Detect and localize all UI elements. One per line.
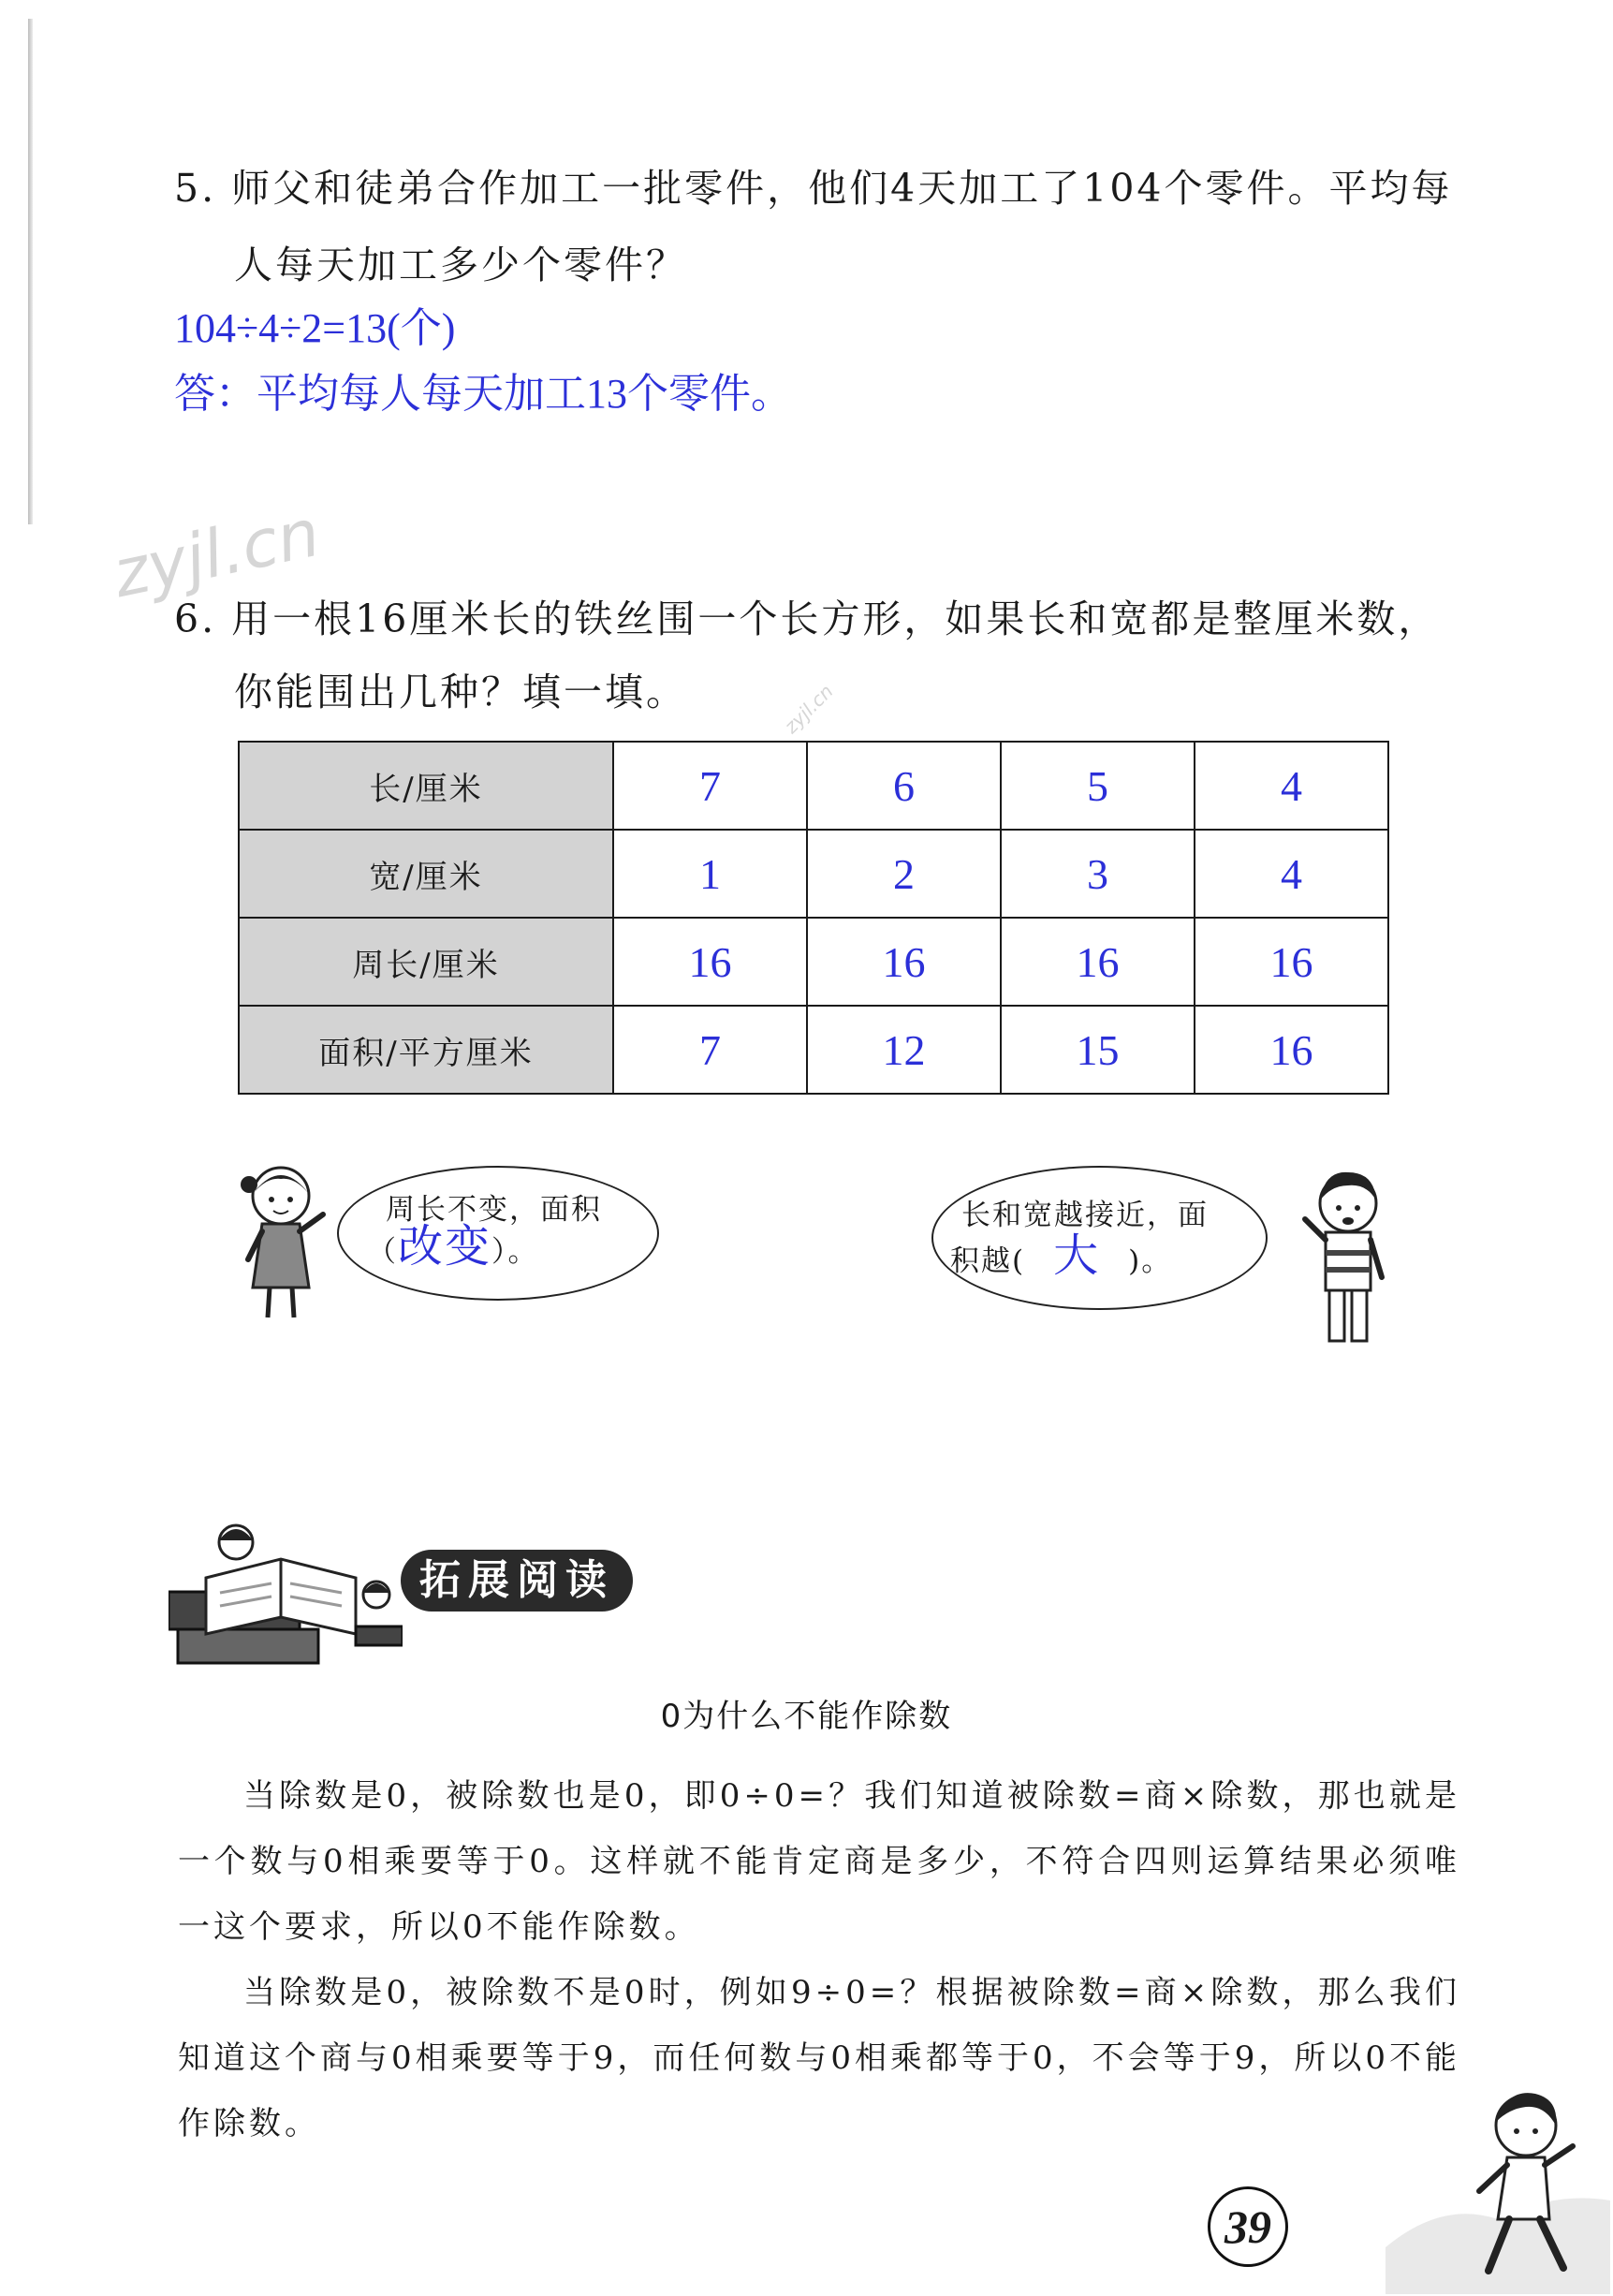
cell-value: 7 [613, 1006, 807, 1094]
rectangle-table [238, 741, 1389, 1095]
bubble-left-fill: 改变 [398, 1222, 492, 1272]
watermark-small: zyjl.cn [779, 680, 838, 738]
bubble-left-open: （ [367, 1235, 398, 1269]
cell-value: 12 [807, 1006, 1001, 1094]
reading-title: 0为什么不能作除数 [660, 1698, 953, 1735]
cell-value: 16 [613, 918, 807, 1006]
bubble-left-line1: 周长不变，面积 [386, 1193, 602, 1227]
q6-line1: 6. 用一根16厘米长的铁丝围一个长方形，如果长和宽都是整厘米数， [174, 596, 1440, 641]
bubble-left-close: ）。 [491, 1235, 539, 1269]
watermark-large: zyjl.cn [106, 493, 327, 613]
row-label: 长/厘米 [239, 742, 613, 830]
book-spine-shadow [28, 19, 33, 524]
bubble-left [337, 1166, 659, 1301]
reading-banner-illustration [169, 1512, 403, 1671]
boy-illustration [1292, 1161, 1404, 1348]
cell-value: 4 [1195, 742, 1388, 830]
row-label: 宽/厘米 [239, 830, 613, 918]
bubble-right-close: )。 [1128, 1244, 1173, 1278]
cell-value: 1 [613, 830, 807, 918]
cell-value: 16 [807, 918, 1001, 1006]
cell-value: 5 [1001, 742, 1195, 830]
table-row-width [239, 830, 1388, 918]
bubble-right-line1: 长和宽越接近，面 [961, 1199, 1209, 1232]
cell-value: 7 [613, 742, 807, 830]
bubble-right-fill: 大 [1053, 1231, 1101, 1281]
table-row-length [239, 742, 1388, 830]
cell-value: 16 [1195, 1006, 1388, 1094]
cell-value: 16 [1001, 918, 1195, 1006]
reading-banner-title: 拓展阅读 [401, 1550, 633, 1612]
cell-value: 3 [1001, 830, 1195, 918]
cell-value: 4 [1195, 830, 1388, 918]
cell-value: 6 [807, 742, 1001, 830]
table-row-area [239, 1006, 1388, 1094]
bubble-right [931, 1166, 1268, 1310]
girl-illustration [225, 1156, 337, 1325]
bubble-right-prefix: 积越( [950, 1244, 1026, 1278]
cell-value: 15 [1001, 1006, 1195, 1094]
q5-answer-formula: 104÷4÷2=13(个) [174, 305, 456, 351]
row-label: 周长/厘米 [239, 918, 613, 1006]
page-number: 39 [1208, 2186, 1288, 2267]
q6-line2: 你能围出几种？填一填。 [234, 670, 687, 714]
reading-paragraph-2: 当除数是0，被除数不是0时，例如9÷0=？根据被除数=商×除数，那么我们知道这个商与0相乘要等于9，而任何数与0相乘都等于0，不会等于9，所以0不能作除数。 [178, 1974, 1460, 2142]
reading-paragraph-1: 当除数是0，被除数也是0，即0÷0=？我们知道被除数=商×除数，那也就是一个数与0相乘要等于0。这样就不能肯定商是多少，不符合四则运算结果必须唯一这个要求，所以0不能作除数。 [178, 1777, 1460, 1946]
cell-value: 16 [1195, 918, 1388, 1006]
table-row-perimeter [239, 918, 1388, 1006]
q5-line1: 5. 师父和徒弟合作加工一批零件，他们4天加工了104个零件。平均每 [174, 166, 1453, 211]
row-label: 面积/平方厘米 [239, 1006, 613, 1094]
q5-answer-text: 答：平均每人每天加工13个零件。 [174, 371, 792, 417]
cell-value: 2 [807, 830, 1001, 918]
q5-line2: 人每天加工多少个零件？ [234, 243, 687, 287]
running-boy-illustration [1386, 2060, 1610, 2294]
